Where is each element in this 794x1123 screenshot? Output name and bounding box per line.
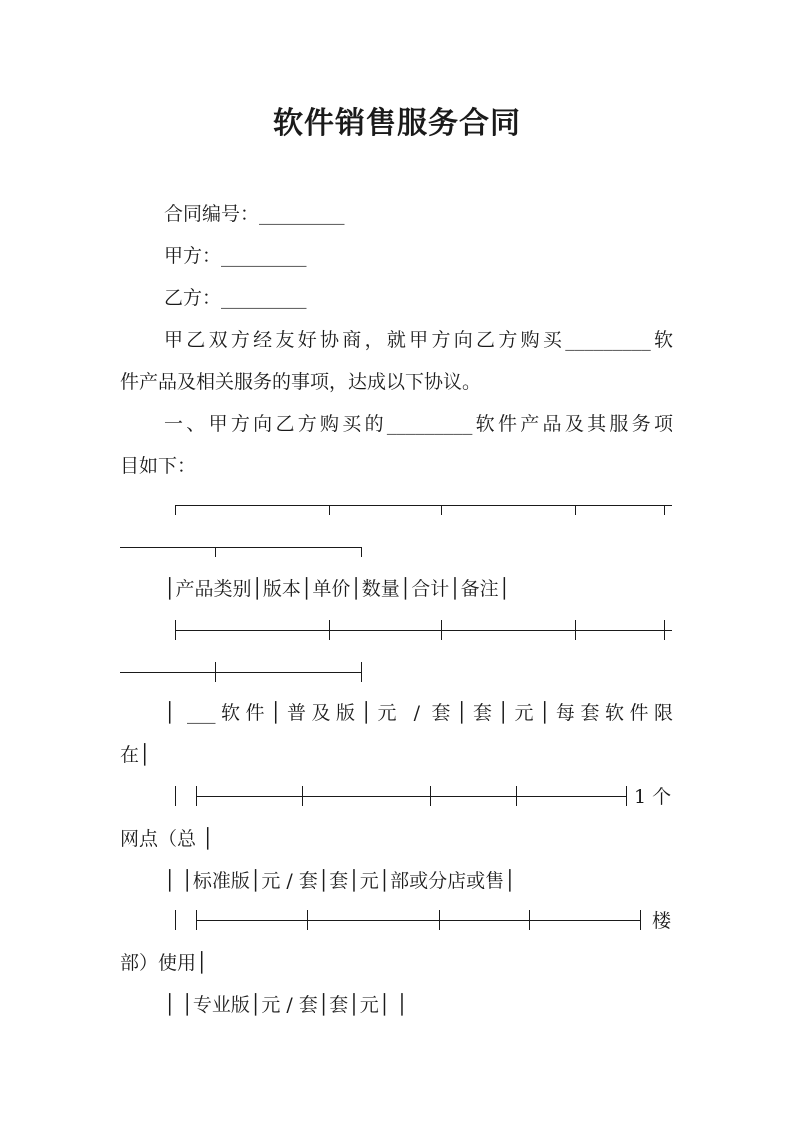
table-row-2-note-tail: 楼 xyxy=(652,910,672,932)
table-row-1-note-continued: 网点（总 │ xyxy=(120,828,214,850)
clause-1-line-2: 目如下： xyxy=(120,455,197,477)
table-row-2-note-continued: 部）使用│ xyxy=(120,952,208,974)
table-row-3: │ │专业版│元 / 套│套│元│ │ xyxy=(164,994,408,1016)
party-a-field: 甲方：_________ xyxy=(164,245,307,267)
intro-paragraph-line-1: 甲乙双方经友好协商，就甲方向乙方购买_________软 xyxy=(164,329,673,351)
intro-paragraph-line-2: 件产品及相关服务的事项，达成以下协议。 xyxy=(120,371,482,393)
table-header-row: │产品类别│版本│单价│数量│合计│备注│ xyxy=(164,578,511,600)
table-row-1-line-1: │ ___软件│普及版│元 / 套│套│元│每套软件限 xyxy=(164,702,673,724)
table-row-1-line-2: 在│ xyxy=(120,744,151,766)
table-row-1-note-tail: 1 个 xyxy=(634,786,672,808)
table-row-2: │ │标准版│元 / 套│套│元│部或分店或售│ xyxy=(164,870,516,892)
contract-number-field: 合同编号：_________ xyxy=(164,203,345,225)
document-title: 软件销售服务合同 xyxy=(273,106,521,141)
party-b-field: 乙方：_________ xyxy=(164,287,307,309)
clause-1-line-1: 一、甲方向乙方购买的_________软件产品及其服务项 xyxy=(164,413,673,435)
